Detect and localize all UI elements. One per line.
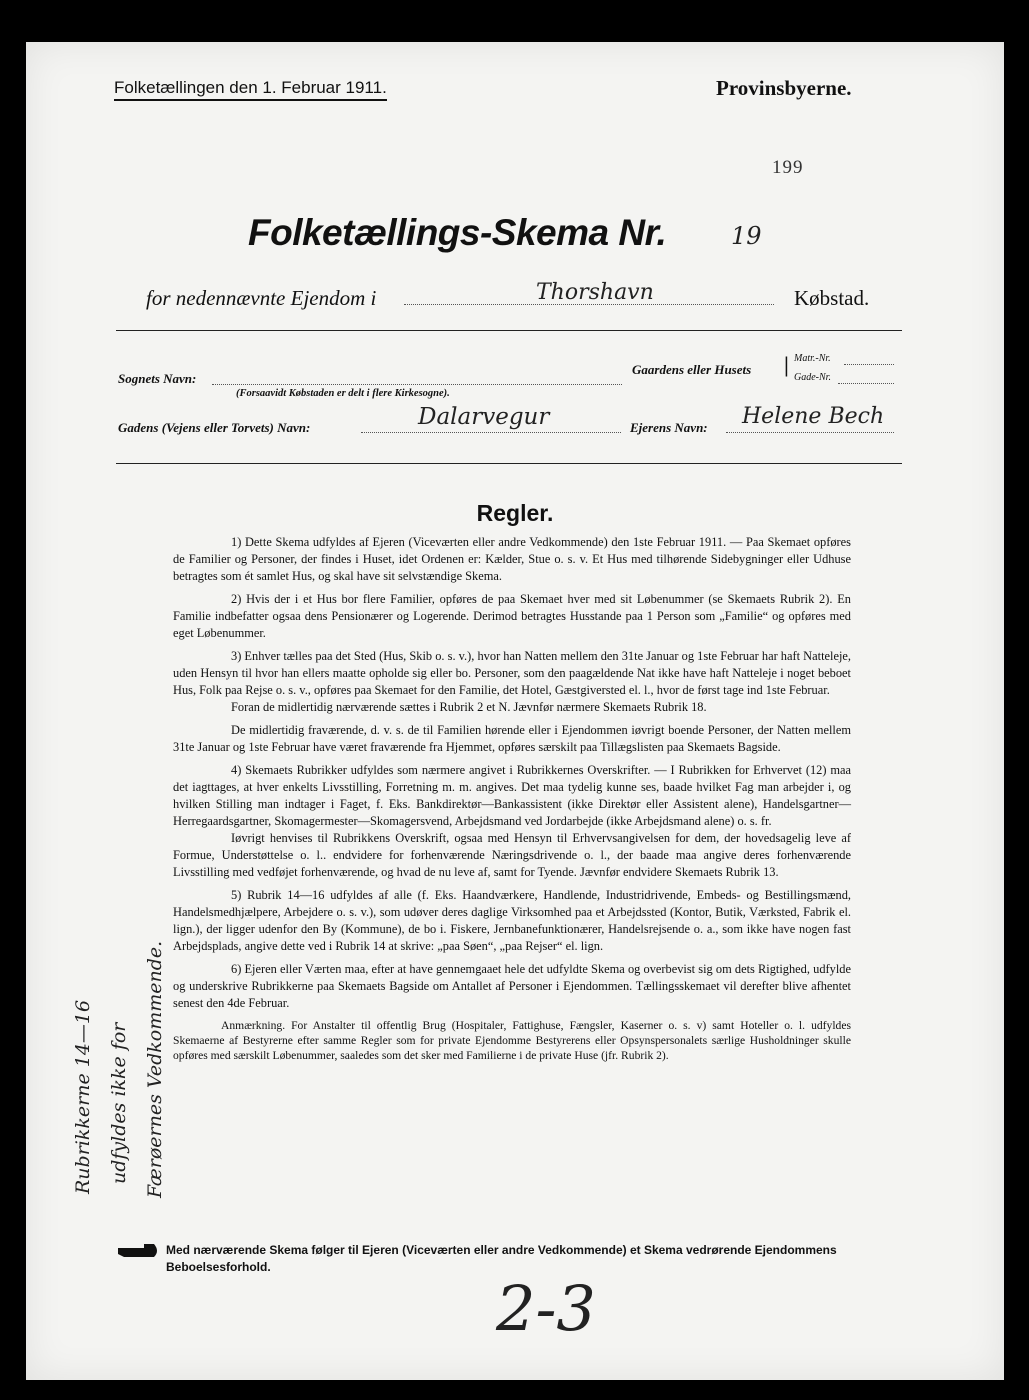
margin-note-line-3: Færøernes Vedkommende. bbox=[144, 940, 166, 1198]
handwritten-page-ref: 2-3 bbox=[496, 1272, 596, 1345]
gade-nr-line bbox=[838, 383, 894, 384]
matr-nr-line bbox=[844, 364, 894, 365]
ejer-line bbox=[726, 432, 894, 433]
town-handwritten: Thorshavn bbox=[536, 280, 654, 305]
street-handwritten: Dalarvegur bbox=[418, 404, 550, 430]
rule-3-fraværende: De midlertidig fraværende, d. v. s. de til Familien hørende eller i Ejendommen iøvrigt boende Personer, der Natten mellem 31te Januar og 1ste Februar have været fraværende fra Hjemmet, opføres særskilt paa Tillægslisten paa Skemaets Bagside. bbox=[173, 723, 851, 754]
margin-note-line-1: Rubrikkerne 14—16 bbox=[72, 999, 94, 1194]
rule-4: 4) Skemaets Rubrikker udfyldes som nærmere angivet i Rubrikkernes Overskrifter. — I Rubrikken for Erhvervet (12) maa det iagttages, at hver enkelts Livsstilling, Forretning m. m. angives. Det maa tydelig kunne ses, baade hvilket Fag man arbejder i, og hvilken Stilling man indtager i Faget, f. Eks. Bankdirektør—Bankassistent (ikke Direktør eller Assistent alene), Handelsgartner—Herregaardsgartner, Skomagermester—Skomagersvend, Arbejdsmand ved Jordarbejde (ikke Arbejdsmand alene) o. s. fr. bbox=[173, 763, 851, 828]
rule-6: 6) Ejeren eller Værten maa, efter at have gennemgaaet hele det udfyldte Skema og overbevist sig om dets Rigtighed, udfylde og underskrive Rubrikkerne paa Skemaets Bagside om Antallet af Personer i Ejendommen. Tællingsskemaet vil derefter blive afhentet senest den 4de Februar. bbox=[173, 962, 851, 1010]
rule-5: 5) Rubrik 14—16 udfyldes af alle (f. Eks. Haandværkere, Handlende, Industridrivende, Embeds- og Bestillingsmænd, Handelsmedhjælpere, Arbejdere o. s. v.), som udøver deres daglige Virksomhed paa et Arbejdssted (Kontor, Butik, Værksted, Fabrik el. lign.), der ligger udenfor den By (Kommune), de bo i. Fiskere, Jernbanefunktionærer, Handelsrejsende o. a., som ikke have nogen fast Arbejdsplads, angive dette ved i Rubrik 14 at skrive: „paa Søen“, „paa Rejser“ el. lign. bbox=[173, 888, 851, 953]
census-form-page bbox=[26, 42, 1004, 1380]
gaard-label: Gaardens eller Husets bbox=[632, 362, 752, 377]
bracket-brace: | bbox=[784, 352, 789, 377]
rule-3-nærværende: Foran de midlertidig nærværende sættes i Rubrik 2 et N. Jævnfør nærmere Skemaets Rubrik 18. bbox=[231, 700, 707, 714]
form-number-handwritten: 19 bbox=[731, 222, 762, 250]
matr-nr-label: Matr.-Nr. bbox=[794, 353, 831, 364]
rule-1: 1) Dette Skema udfyldes af Ejeren (Viceværten eller andre Vedkommende) den 1ste Februar 1911. — Paa Skemaet opføres de Familier og Personer, der findes i Huset, idet Ordenen er: Kælder, Stue o. s. v. Et Hus med tilhørende Sidebygninger eller Udhuse betragtes som ét samlet Hus, og skal have sit selvstændige Skema. bbox=[173, 535, 851, 583]
page-number: 199 bbox=[772, 157, 804, 178]
sogn-note: (Forsaavidt Købstaden er delt i flere Kirkesogne). bbox=[236, 388, 450, 399]
gade-nr-label: Gade-Nr. bbox=[794, 372, 831, 383]
margin-note bbox=[68, 922, 178, 1202]
sogn-line bbox=[212, 384, 622, 385]
divider-top bbox=[116, 330, 902, 331]
rule-annotation: Anmærkning. For Anstalter til offentlig Brug (Hospitaler, Fattighuse, Fængsler, Kaserner o. s. v) samt Hoteller o. l. udfyldes Skemaerne af Bestyrerne efter samme Regler som for private Ejendomme Bestyrerens eller Opsynspersonalets særlige Husholdninger skulle opføres med særskilt Løbenummer, saaledes som det sker med Familierne i de private Huse (jfr. Rubrik 2). bbox=[173, 1019, 851, 1062]
sogn-label: Sognets Navn: bbox=[118, 371, 197, 386]
rules-body bbox=[173, 534, 851, 1069]
divider-bottom bbox=[116, 463, 902, 464]
form-title: Folketællings-Skema Nr. bbox=[248, 212, 667, 253]
rules-heading: Regler. bbox=[476, 500, 554, 526]
rule-4-iøvrigt: Iøvrigt henvises til Rubrikkens Overskrift, ogsaa med Hensyn til Erhvervsangivelsen for dem, der hovedsagelig leve af Formue, Understøttelse o. l.. endvidere for forhenværende Næringsdrivende o. l., der baade maa angive deres forhenværende Livsstilling med vedføjet forhenværende, og hvad de nu leve af, samt for Tyende. Jævnfør endvidere Skemaets Rubrik 13. bbox=[173, 831, 851, 879]
margin-note-line-2: udfyldes ikke for bbox=[108, 1022, 130, 1184]
rule-3: 3) Enhver tælles paa det Sted (Hus, Skib o. s. v.), hvor han Natten mellem den 31te Januar og 1ste Februar har haft Natteleje, uden Hensyn til hvor han ellers maatte opholde sig eller bo. Personer, som den paagældende Nat ikke have haft Natteleje i noget beboet Hus, Folk paa Rejse o. s. v., opføres paa Skemaet for den Familie, det Hotel, Gæstgiversted el. l., hvor de først tage ind 1ste Februar. bbox=[173, 649, 851, 697]
rule-2: 2) Hvis der i et Hus bor flere Familier, opføres de paa Skemaet hver med sit Løbenummer (se Skemaets Rubrik 2). En Familie indbefatter ogsaa dens Pensionærer og Logerende. Derimod betragtes Husstande paa 1 Person som „Familie“ og opføres med eget Løbenummer. bbox=[173, 592, 851, 640]
gade-line bbox=[361, 432, 621, 433]
region-header: Provinsbyerne. bbox=[716, 76, 852, 100]
gade-label: Gadens (Vejens eller Torvets) Navn: bbox=[118, 420, 311, 435]
footer-note: Med nærværende Skema følger til Ejeren (Viceværten eller andre Vedkommende) et Skema vedrørende Ejendommens Beboelsesforhold. bbox=[166, 1243, 837, 1274]
property-prefix-label: for nedennævnte Ejendom i bbox=[146, 286, 377, 310]
owner-handwritten: Helene Bech bbox=[742, 404, 885, 429]
census-date-header: Folketællingen den 1. Februar 1911. bbox=[114, 78, 387, 101]
kobstad-label: Købstad. bbox=[794, 286, 870, 310]
pointing-hand-icon bbox=[118, 1242, 160, 1260]
ejer-label: Ejerens Navn: bbox=[630, 420, 708, 435]
